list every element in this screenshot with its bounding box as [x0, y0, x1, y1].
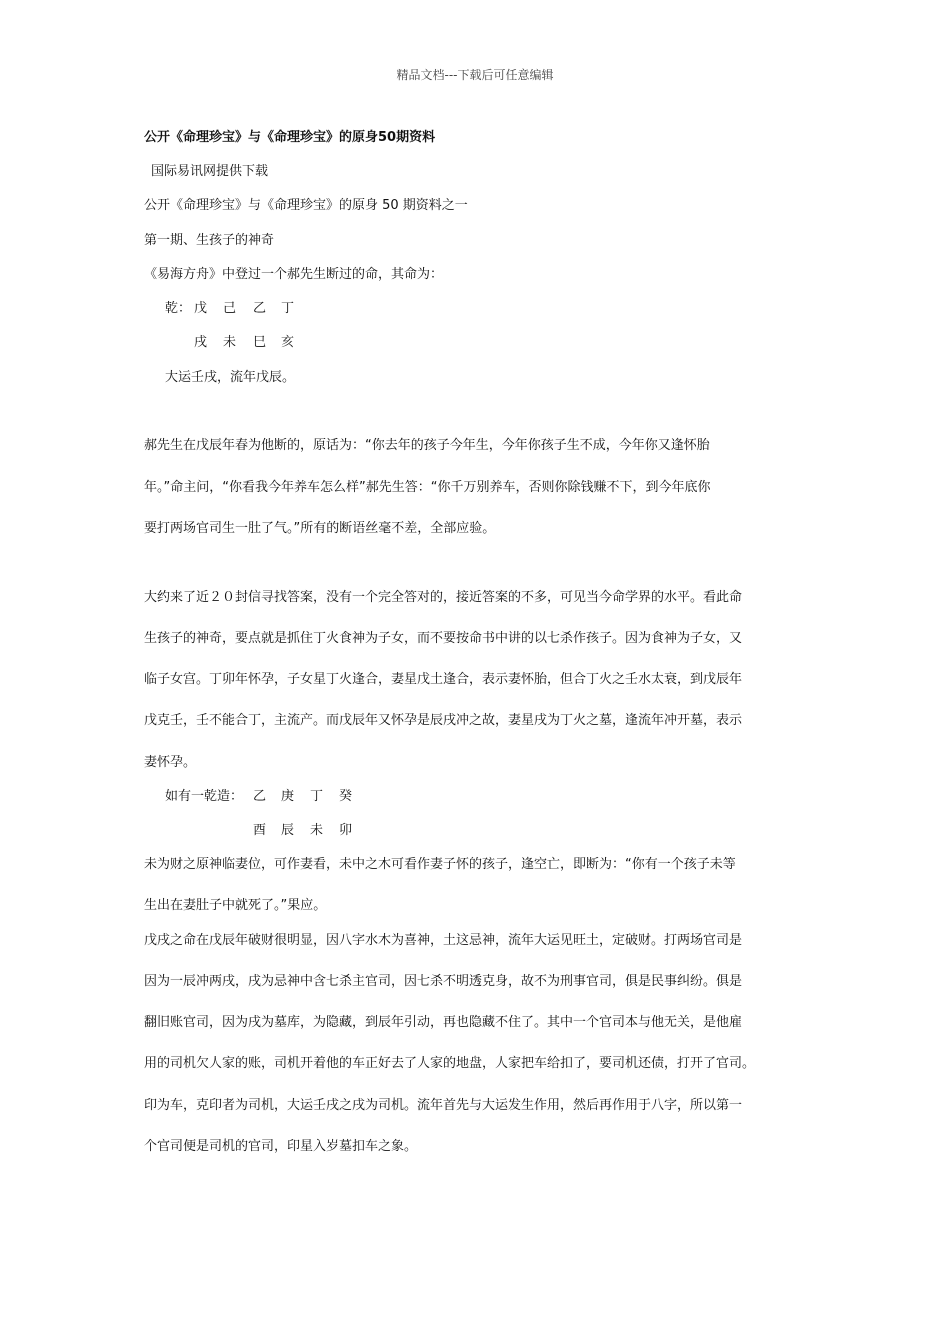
chart2-branch: 酉	[253, 823, 267, 838]
page-header: 精品文档---下载后可任意编辑	[396, 68, 554, 82]
paragraph3-line: 生出在妻肚子中就死了。”果应。	[144, 898, 327, 913]
paragraph4-line: 翻旧账官司，因为戌为墓库，为隐藏，到辰年引动，再也隐藏不住了。其中一个官司本与他无关，是他雇	[144, 1015, 743, 1030]
chart2-stem: 癸	[339, 789, 353, 804]
paragraph2-line: 妻怀孕。	[144, 755, 197, 770]
chart1-stem: 己	[223, 301, 237, 316]
chart1-branch: 亥	[281, 335, 295, 350]
paragraph2-line: 大约来了近２０封信寻找答案，没有一个完全答对的，接近答案的不多，可见当今命学界的水平。看此命	[144, 590, 743, 605]
paragraph4-line: 用的司机欠人家的账，司机开着他的车正好去了人家的地盘，人家把车给扣了，要司机还债，打开了官司。	[144, 1056, 756, 1071]
chart1-stem: 乙	[253, 301, 267, 316]
chart1-branch: 巳	[253, 335, 267, 350]
paragraph3-line: 未为财之原神临妻位，可作妻看，未中之木可看作妻子怀的孩子，逢空亡，即断为：“你有一个孩子未等	[144, 857, 736, 872]
paragraph2-line: 戊克壬，壬不能合丁，主流产。而戊辰年又怀孕是辰戌冲之故，妻星戌为丁火之墓，逢流年冲开墓，表示	[144, 713, 743, 728]
issue-heading: 第一期、生孩子的神奇	[144, 233, 275, 248]
paragraph1-line: 郝先生在戊辰年春为他断的，原话为：“你去年的孩子今年生，今年你孩子生不成，今年你又逢怀胎	[144, 438, 710, 453]
document-title: 公开《命理珍宝》与《命理珍宝》的原身50期资料	[144, 130, 436, 145]
paragraph4-line: 印为车，克印者为司机，大运壬戌之戌为司机。流年首先与大运发生作用，然后再作用于八字，所以第一	[144, 1098, 743, 1113]
chart1-label: 乾：	[165, 301, 192, 316]
paragraph2-line: 临子女宫。丁卯年怀孕，子女星丁火逢合，妻星戊土逢合，表示妻怀胎，但合丁火之壬水太衰，到戊辰年	[144, 672, 743, 687]
chart1-branch: 戌	[194, 335, 208, 350]
paragraph2-line: 生孩子的神奇，要点就是抓住丁火食神为子女，而不要按命书中讲的以七杀作孩子。因为食神为子女，又	[144, 631, 743, 646]
luck-line: 大运壬戌，流年戊辰。	[165, 370, 296, 385]
chart2-label: 如有一乾造：	[165, 789, 244, 804]
paragraph1-line: 年。”命主问，“你看我今年养车怎么样”郝先生答：“你千万别养车，否则你除钱赚不下，到今年底你	[144, 480, 711, 495]
paragraph4-line: 因为一辰冲两戌，戌为忌神中含七杀主官司，因七杀不明透克身，故不为刑事官司，俱是民事纠纷。俱是	[144, 974, 743, 989]
chart1-stem: 戊	[194, 301, 208, 316]
subtitle: 公开《命理珍宝》与《命理珍宝》的原身 50 期资料之一	[144, 198, 468, 213]
chart1-branch: 未	[223, 335, 237, 350]
chart2-branch: 卯	[339, 823, 353, 838]
paragraph4-line: 戊戌之命在戊辰年破财很明显，因八字水木为喜神，土这忌神，流年大运见旺土，定破财。打两场官司是	[144, 933, 743, 948]
chart2-stem: 庚	[281, 789, 295, 804]
chart1-stem: 丁	[281, 301, 295, 316]
intro-line: 《易海方舟》中登过一个郝先生断过的命，其命为：	[144, 267, 444, 282]
chart2-stem: 乙	[253, 789, 267, 804]
paragraph1-line: 要打两场官司生一肚了气。”所有的断语丝毫不差，全部应验。	[144, 521, 496, 536]
chart2-branch: 未	[310, 823, 324, 838]
chart2-stem: 丁	[310, 789, 324, 804]
source-line: 国际易讯网提供下载	[151, 164, 269, 179]
paragraph4-line: 个官司便是司机的官司，印星入岁墓扣车之象。	[144, 1139, 418, 1154]
chart2-branch: 辰	[281, 823, 295, 838]
